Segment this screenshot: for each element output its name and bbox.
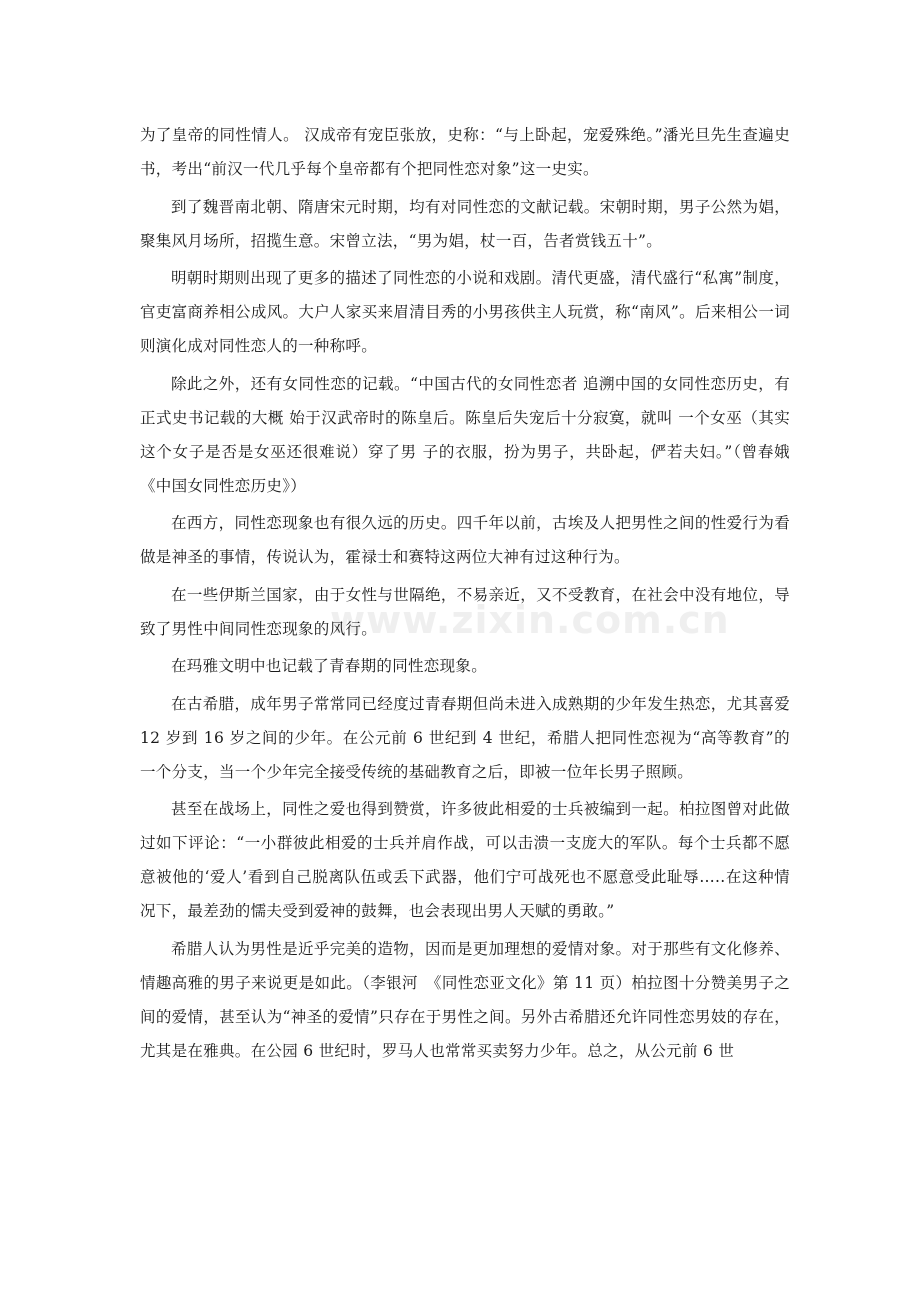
paragraph-2: 到了魏晋南北朝、隋唐宋元时期，均有对同性恋的文献记载。宋朝时期，男子公然为娼，聚集风月场所，招揽生意。宋曾立法，“男为娼，杖一百，告者赏钱五十”。 — [140, 197, 790, 250]
paragraph-4: 除此之外，还有女同性恋的记载。“中国古代的女同性恋者 追溯中国的女同性恋历史，有正式史书记载的大概 始于汉武帝时的陈皇后。陈皇后失宠后十分寂寞，就叫 一个女巫（其实这个女子是否是女巫还很难说）穿了男 子的衣服，扮为男子，共卧起，俨若夫妇。”（曾春娥《中国女同性恋历史》） — [140, 374, 790, 495]
watermark: www.zixin.com.cn — [330, 598, 730, 642]
paragraph-6: 在一些伊斯兰国家，由于女性与世隔绝，不易亲近，又不受教育，在社会中没有地位，导致了男性中间同性恋现象的风行。 — [140, 585, 790, 638]
document-body — [140, 118, 790, 1068]
paragraph-9: 甚至在战场上，同性之爱也得到赞赏，许多彼此相爱的士兵被编到一起。柏拉图曾对此做过如下评论：“一小群彼此相爱的士兵并肩作战，可以击溃一支庞大的军队。每个士兵都不愿意被他的‘爱人’看到自己脱离队伍或丢下武器，他们宁可战死也不愿意受此耻辱…..在这种情况下，最差劲的懦夫受到爱神的鼓舞，也会表现出男人天赋的勇敢。” — [140, 800, 790, 920]
paragraph-8: 在古希腊，成年男子常常同已经度过青春期但尚未进入成熟期的少年发生热恋，尤其喜爱 12 岁到 16 岁之间的少年。在公元前 6 世纪到 4 世纪，希腊人把同性恋视为“高等教育”的一个分支，当一个少年完全接受传统的基础教育之后，即被一位年长男子照顾。 — [140, 694, 790, 781]
paragraph-3: 明朝时期则出现了更多的描述了同性恋的小说和戏剧。清代更盛，清代盛行“私寓”制度，官吏富商养相公成风。大户人家买来眉清目秀的小男孩供主人玩赏，称“南风”。后来相公一词则演化成对同性恋人的一种称呼。 — [140, 269, 790, 355]
paragraph-1: 为了皇帝的同性情人。 汉成帝有宠臣张放，史称：“与上卧起，宠爱殊绝。”潘光旦先生查遍史书，考出“前汉一代几乎每个皇帝都有个把同性恋对象”这一史实。 — [140, 126, 790, 178]
paragraph-7: 在玛雅文明中也记载了青春期的同性恋现象。 — [171, 657, 488, 675]
paragraph-10: 希腊人认为男性是近乎完美的造物，因而是更加理想的爱情对象。对于那些有文化修养、情趣高雅的男子来说更是如此。（李银河 《同性恋亚文化》第 11 页）柏拉图十分赞美男子之间的爱情，甚至认为“神圣的爱情”只存在于男性之间。另外古希腊还允许同性恋男妓的存在，尤其是在雅典。在公园 6 世纪时，罗马人也常常买卖努力少年。总之，从公元前 6 世 — [140, 939, 790, 1060]
paragraph-5: 在西方，同性恋现象也有很久远的历史。四千年以前，古埃及人把男性之间的性爱行为看做是神圣的事情，传说认为，霍禄士和赛特这两位大神有过这种行为。 — [140, 514, 790, 566]
